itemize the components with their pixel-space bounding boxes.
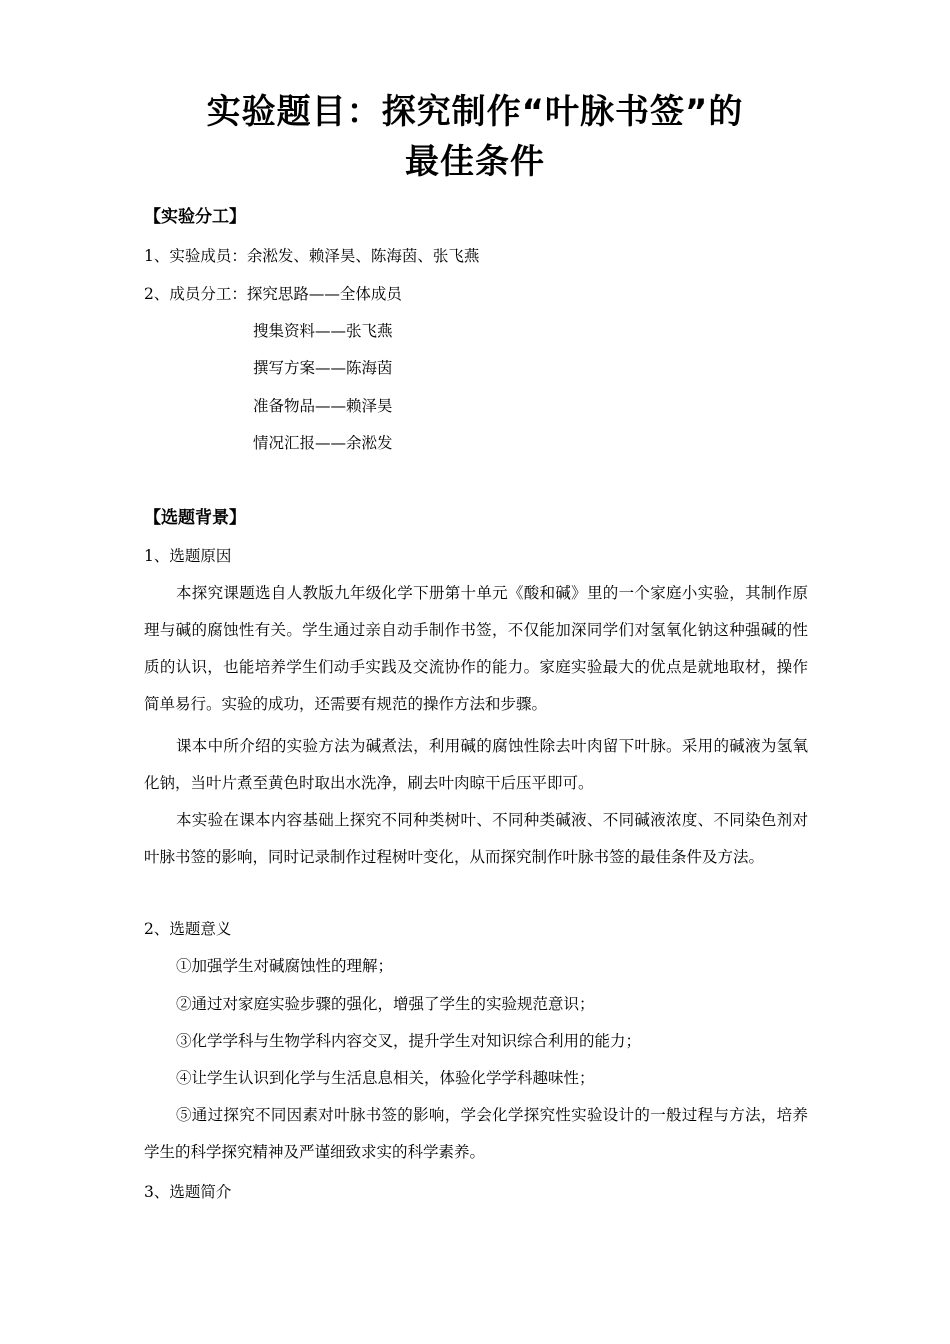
reason-paragraph: 本实验在课本内容基础上探究不同种类树叶、不同种类碱液、不同碱液浓度、不同染色剂对叶脉书签的影响，同时记录制作过程树叶变化，从而探究制作叶脉书签的最佳条件及方法。 bbox=[144, 811, 808, 866]
reason-heading: 1、选题原因 bbox=[144, 547, 232, 565]
document-title-line1: 实验题目：探究制作“叶脉书签”的 bbox=[206, 92, 744, 132]
significance-item: ②通过对家庭实验步骤的强化，增强了学生的实验规范意识； bbox=[176, 995, 595, 1013]
members-line: 1、实验成员：余淞发、赖泽昊、陈海茵、张飞燕 bbox=[144, 247, 480, 265]
role-item: 搜集资料——张飞燕 bbox=[253, 322, 393, 340]
role-item: 撰写方案——陈海茵 bbox=[253, 359, 393, 377]
intro-heading: 3、选题简介 bbox=[144, 1183, 232, 1201]
significance-item: ③化学学科与生物学科内容交叉，提升学生对知识综合利用的能力； bbox=[176, 1032, 642, 1050]
role-item: 准备物品——赖泽昊 bbox=[253, 397, 393, 415]
document-title-line2: 最佳条件 bbox=[405, 142, 545, 182]
significance-heading: 2、选题意义 bbox=[144, 920, 232, 938]
reason-paragraph: 课本中所介绍的实验方法为碱煮法，利用碱的腐蚀性除去叶肉留下叶脉。采用的碱液为氢氧化钠，当叶片煮至黄色时取出水洗净，刷去叶肉晾干后压平即可。 bbox=[144, 737, 808, 792]
reason-paragraph: 本探究课题选自人教版九年级化学下册第十单元《酸和碱》里的一个家庭小实验，其制作原理与碱的腐蚀性有关。学生通过亲自动手制作书签，不仅能加深同学们对氢氧化钠这种强碱的性质的认识，也能培养学生们动手实践及交流协作的能力。家庭实验最大的优点是就地取材，操作简单易行。实验的成功，还需要有规范的操作方法和步骤。 bbox=[144, 584, 808, 713]
role-item: 情况汇报——余淞发 bbox=[253, 434, 393, 452]
section-heading-division: 【实验分工】 bbox=[144, 207, 246, 227]
significance-item: ④让学生认识到化学与生活息息相关，体验化学学科趣味性； bbox=[176, 1069, 595, 1087]
section-heading-background: 【选题背景】 bbox=[144, 508, 246, 528]
significance-item: ①加强学生对碱腐蚀性的理解； bbox=[176, 957, 394, 975]
significance-item: ⑤通过探究不同因素对叶脉书签的影响，学会化学探究性实验设计的一般过程与方法，培养学生的科学探究精神及严谨细致求实的科学素养。 bbox=[144, 1106, 808, 1161]
roles-intro-line: 2、成员分工：探究思路——全体成员 bbox=[144, 285, 402, 303]
